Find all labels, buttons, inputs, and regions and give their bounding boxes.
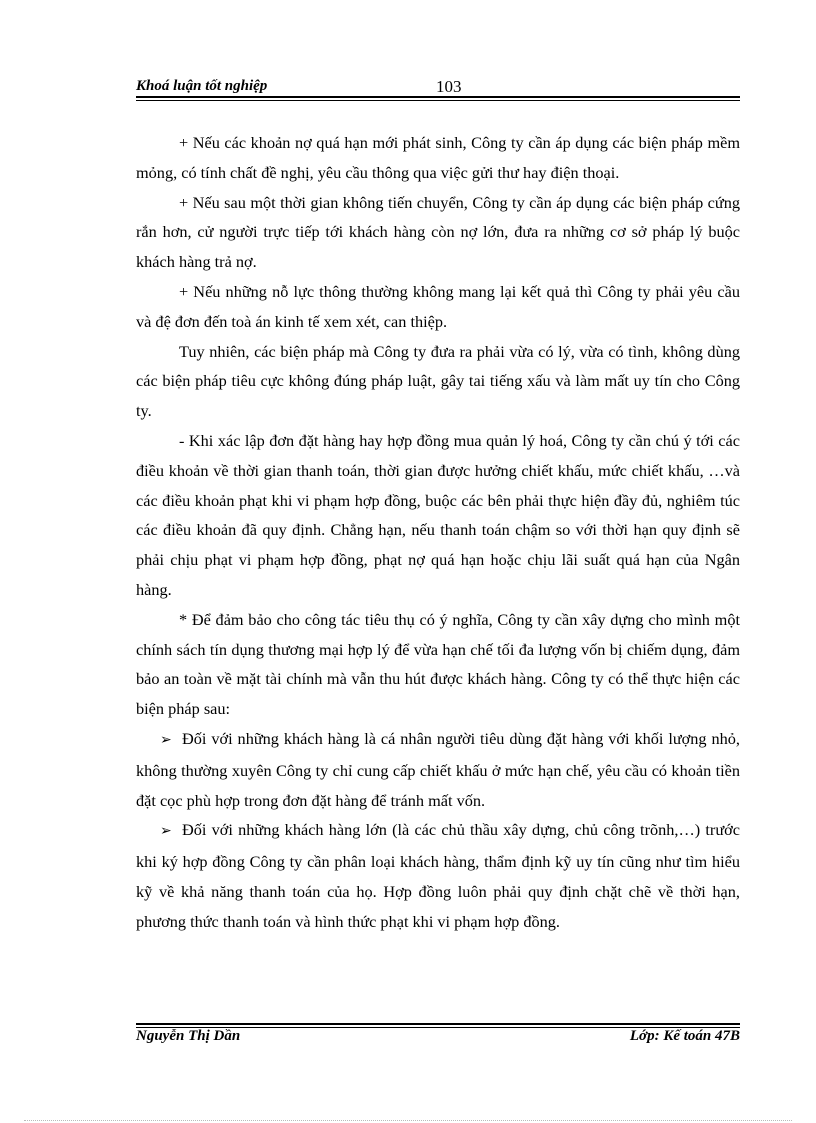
- header-rule-thick: [136, 96, 740, 98]
- footer-class: Lớp: Kế toán 47B: [629, 1028, 740, 1044]
- page-header: [136, 76, 740, 98]
- arrow-bullet-icon: ➢: [160, 732, 172, 748]
- page-number: 103: [436, 77, 462, 96]
- page-edge-divider: [24, 1120, 792, 1121]
- bullet-item-2: [136, 815, 740, 936]
- footer-rule-thick: [136, 1023, 740, 1025]
- page-body: [136, 128, 740, 937]
- header-title: Khoá luận tốt nghiệp: [136, 78, 268, 94]
- header-rule-thin: [136, 100, 740, 101]
- bullet-text-2: Đối với những khách hàng lớn (là các chủ thầu xây dựng, chủ công trõnh,…) trước khi ký hợp đồng Công ty cần phân loại khách hàng, thẩm định kỹ uy tín cũng như tìm hiểu kỹ về khả năng thanh toán của họ. Hợp đồng luôn phải quy định chặt chẽ về thời hạn, phương thức thanh toán và hình thức phạt khi vi phạm hợp đồng.: [136, 820, 740, 931]
- bullet-text-1: Đối với những khách hàng là cá nhân người tiêu dùng đặt hàng với khối lượng nhỏ, không thường xuyên Công ty chỉ cung cấp chiết khấu ở mức hạn chế, yêu cầu có khoản tiền đặt cọc phù hợp trong đơn đặt hàng để tránh mất vốn.: [136, 728, 740, 810]
- footer-author: Nguyễn Thị Dần: [136, 1028, 241, 1044]
- arrow-bullet-icon: ➢: [160, 824, 172, 840]
- paragraph-3: + Nếu những nỗ lực thông thường không mang lại kết quả thì Công ty phải yêu cầu và đệ đơn đến toà án kinh tế xem xét, can thiệp.: [136, 281, 740, 331]
- paragraph-6: * Để đảm bảo cho công tác tiêu thụ có ý nghĩa, Công ty cần xây dựng cho mình một chính sách tín dụng thương mại hợp lý để vừa hạn chế tối đa lượng vốn bị chiếm dụng, đảm bảo an toàn về mặt tài chính mà vẫn thu hút được khách hàng. Công ty có thể thực hiện các biện pháp sau:: [136, 609, 740, 719]
- paragraph-5: - Khi xác lập đơn đặt hàng hay hợp đồng mua quản lý hoá, Công ty cần chú ý tới các điều khoản về thời gian thanh toán, thời gian được hưởng chiết khấu, mức chiết khấu, …và các điều khoản phạt khi vi phạm hợp đồng, buộc các bên phải thực hiện đầy đủ, nghiêm túc các điều khoản đã quy định. Chẳng hạn, nếu thanh toán chậm so với thời hạn quy định sẽ phải chịu phạt vi phạm hợp đồng, phạt nợ quá hạn hoặc chịu lãi suất quá hạn của Ngân hàng.: [136, 430, 740, 599]
- bullet-item-1: [136, 724, 740, 815]
- paragraph-2: + Nếu sau một thời gian không tiến chuyển, Công ty cần áp dụng các biện pháp cứng rắn hơn, cử người trực tiếp tới khách hàng còn nợ lớn, đưa ra những cơ sở pháp lý buộc khách hàng trả nợ.: [136, 192, 740, 272]
- paragraph-4: Tuy nhiên, các biện pháp mà Công ty đưa ra phải vừa có lý, vừa có tình, không dùng các biện pháp tiêu cực không đúng pháp luật, gây tai tiếng xấu và làm mất uy tín cho Công ty.: [136, 341, 740, 421]
- paragraph-1: + Nếu các khoản nợ quá hạn mới phát sinh, Công ty cần áp dụng các biện pháp mềm mỏng, có tính chất đề nghị, yêu cầu thông qua việc gửi thư hay điện thoại.: [136, 133, 740, 182]
